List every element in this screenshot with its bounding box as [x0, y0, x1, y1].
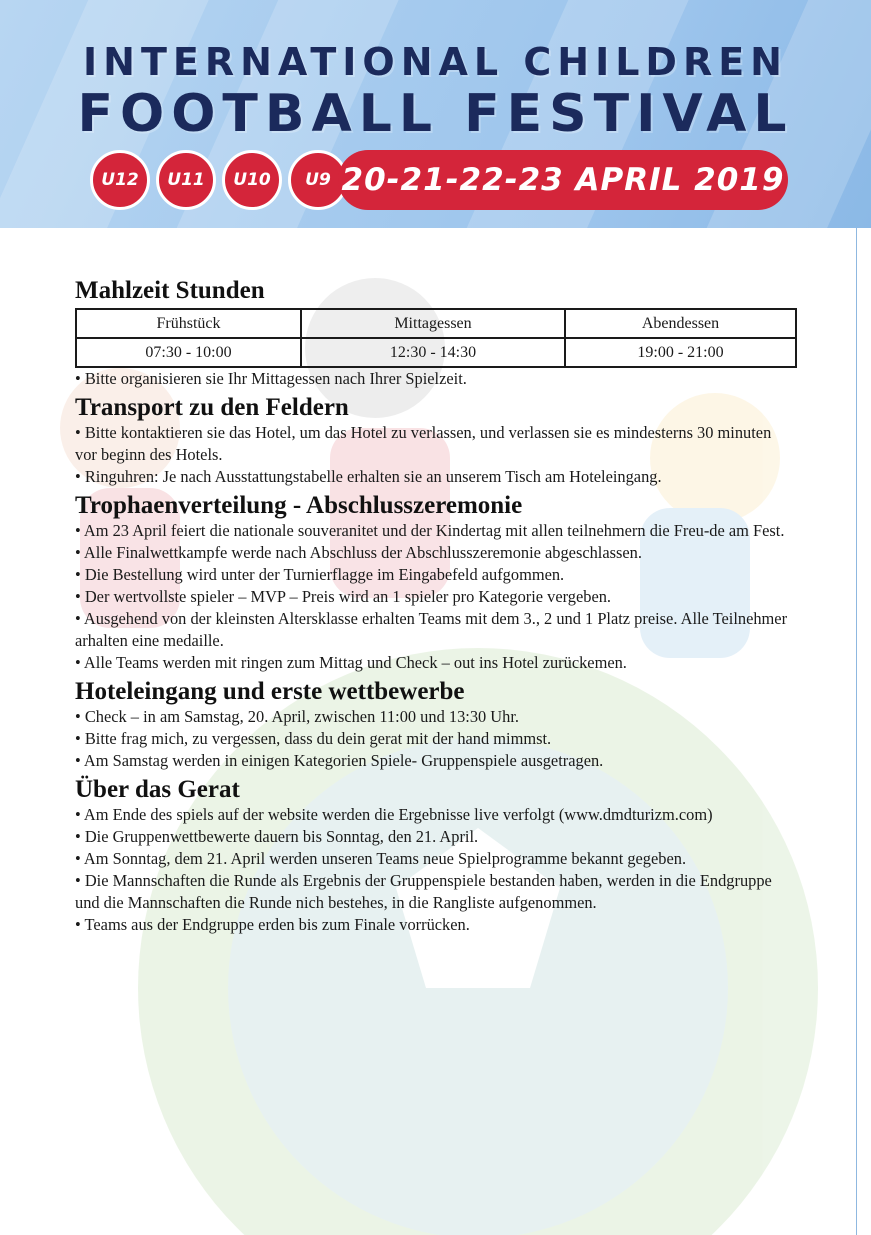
- list-item: • Am Sonntag, dem 21. April werden unseren Teams neue Spielprogramme bekannt gegeben.: [75, 849, 687, 868]
- table-header-cell: Frühstück: [76, 309, 301, 338]
- table-cell: 19:00 - 21:00: [565, 338, 796, 367]
- main-content: [75, 276, 797, 936]
- table-row: [76, 338, 796, 367]
- meal-hours-table: [75, 308, 797, 368]
- festival-title-line2: FOOTBALL FESTIVAL: [77, 84, 794, 144]
- section-about-device: [75, 775, 797, 936]
- table-cell: 07:30 - 10:00: [76, 338, 301, 367]
- age-badge: U10: [222, 150, 282, 210]
- list-item: • Am Samstag werden in einigen Kategorien Spiele- Gruppenspiele ausgetragen.: [75, 751, 604, 770]
- age-badge: U11: [156, 150, 216, 210]
- list-item: • Die Mannschaften die Runde als Ergebnis der Gruppenspiele bestanden haben, werden in die Endgruppe und die Mannschaften die Runde nich bestehes, in die Rangliste aufgenommen.: [75, 871, 772, 912]
- page-edge-line: [856, 228, 857, 1235]
- list-item: • Ringuhren: Je nach Ausstattungstabelle erhalten sie an unserem Tisch am Hoteleingang.: [75, 467, 662, 486]
- header-banner: [0, 0, 871, 228]
- list-item: • Bitte kontaktieren sie das Hotel, um das Hotel zu verlassen, und verlassen sie es mindesterns 30 minuten vor beginn des Hotels.: [75, 423, 772, 464]
- meal-hours-heading: Mahlzeit Stunden: [75, 277, 265, 304]
- section-heading: Über das Gerat: [75, 776, 240, 803]
- list-item: • Check – in am Samstag, 20. April, zwischen 11:00 und 13:30 Uhr.: [75, 707, 519, 726]
- table-header-cell: Abendessen: [565, 309, 796, 338]
- festival-dates: 20-21-22-23 APRIL 2019: [338, 150, 788, 210]
- list-item: • Alle Teams werden mit ringen zum Mittag und Check – out ins Hotel zurückemen.: [75, 653, 627, 672]
- table-cell: 12:30 - 14:30: [301, 338, 565, 367]
- section-heading: Trophaenverteilung - Abschlusszeremonie: [75, 492, 523, 519]
- list-item: • Bitte frag mich, zu vergessen, dass du dein gerat mit der hand mimmst.: [75, 729, 552, 748]
- list-item: • Am 23 April feiert die nationale souveranitet und der Kindertag mit allen teilnehmern die Freu-de am Fest.: [75, 521, 785, 540]
- meal-note: • Bitte organisieren sie Ihr Mittagessen nach Ihrer Spielzeit.: [75, 369, 467, 388]
- age-group-badges: [90, 150, 348, 210]
- list-item: • Am Ende des spiels auf der website werden die Ergebnisse live verfolgt (www.dmdturizm.com): [75, 805, 713, 824]
- list-item: • Der wertvollste spieler – MVP – Preis wird an 1 spieler pro Kategorie vergeben.: [75, 587, 612, 606]
- list-item: • Ausgehend von der kleinsten Altersklasse erhalten Teams mit dem 3., 2 und 1 Platz preise. Alle Teilnehmer arhalten eine medaille.: [75, 609, 788, 650]
- table-header-row: [76, 309, 796, 338]
- list-item: • Teams aus der Endgruppe erden bis zum Finale vorrücken.: [75, 915, 470, 934]
- section-trophy-ceremony: [75, 491, 797, 674]
- section-heading: Hoteleingang und erste wettbewerbe: [75, 678, 465, 705]
- section-transport: [75, 393, 797, 488]
- table-header-cell: Mittagessen: [301, 309, 565, 338]
- list-item: • Die Bestellung wird unter der Turnierflagge im Eingabefeld aufgommen.: [75, 565, 565, 584]
- festival-title-line1: INTERNATIONAL CHILDREN: [83, 40, 788, 84]
- list-item: • Die Gruppenwettbewerte dauern bis Sonntag, den 21. April.: [75, 827, 479, 846]
- section-heading: Transport zu den Feldern: [75, 394, 349, 421]
- list-item: • Alle Finalwettkampfe werde nach Abschluss der Abschlusszeremonie abgeschlassen.: [75, 543, 642, 562]
- age-badge: U12: [90, 150, 150, 210]
- age-badge: U9: [288, 150, 348, 210]
- section-hotel-checkin: [75, 677, 797, 772]
